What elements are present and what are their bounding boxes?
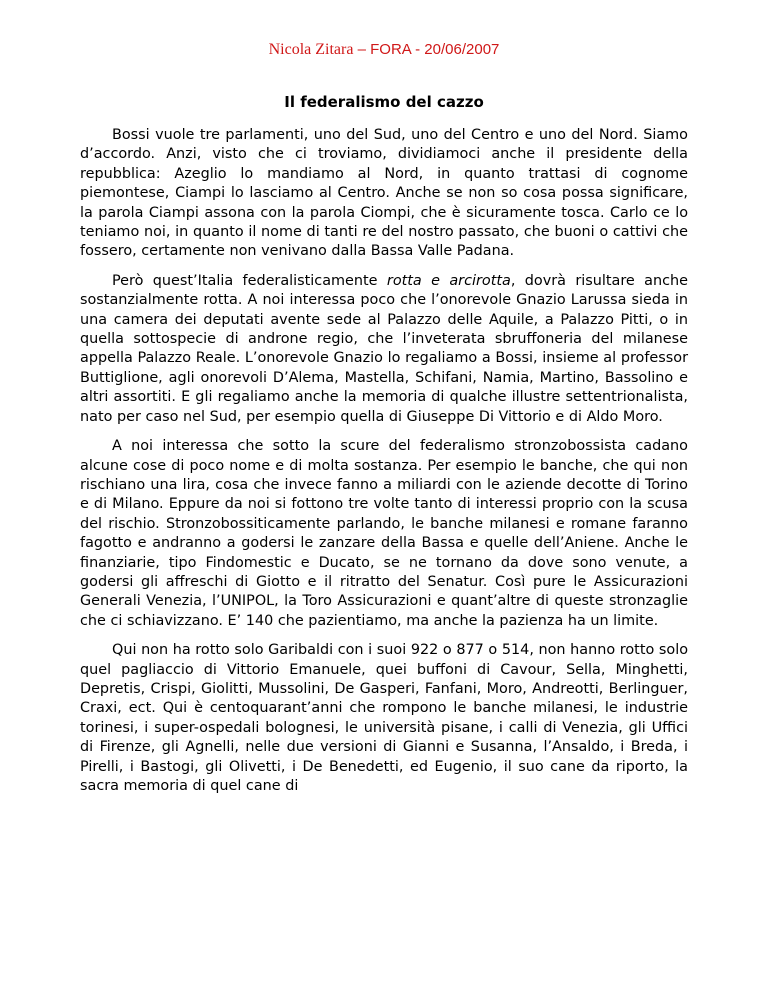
paragraph-2: [80, 272, 688, 427]
paragraph-1: Bossi vuole tre parlamenti, uno del Sud, uno del Centro e uno del Nord. Siamo d’accordo. Anzi, visto che ci troviamo, dividiamoci anche il presidente della repubblica: Azeglio lo mandiamo al Nord, in quanto trattasi di cognome piemontese, Ciampi lo lasciamo al Centro. Anche se non so cosa possa significare, la parola Ciampi assona con la parola Ciompi, che è sicuramente tosca. Carlo ce lo teniamo noi, in quanto il nome di tanti re del nostro passato, che buoni o cattivi che fossero, certamente non venivano dalla Bassa Valle Padana.: [80, 127, 688, 260]
page-header: [80, 40, 688, 60]
header-author: Nicola Zitara: [268, 41, 354, 58]
header-source-date: FORA - 20/06/2007: [370, 41, 500, 58]
header-separator: –: [353, 41, 371, 58]
article-body: [80, 126, 688, 806]
paragraph-2-text-b: , dovrà risultare anche sostanzialmente rotta. A noi interessa poco che l’onorevole Gnazio Larussa sieda in una camera dei deputati avente sede al Palazzo delle Aquile, a Palazzo Pitti, o in quella sottospecie di androne regio, che l’inveterata sbruffoneria del milanese appella Palazzo Reale. L’onorevole Gnazio lo regaliamo a Bossi, insieme al professor Buttiglione, agli onorevoli D’Alema, Mastella, Schifani, Namia, Martino, Bassolino e altri assortiti. E gli regaliamo anche la memoria di qualche illustre settentrionalista, nato per caso nel Sud, per esempio quella di Giuseppe Di Vittorio e di Aldo Moro.: [80, 272, 688, 425]
paragraph-2-italic: rotta e arcirotta: [386, 272, 511, 289]
paragraph-2-text-a: Però quest’Italia federalisticamente: [112, 272, 387, 289]
article-title: Il federalismo del cazzo: [284, 93, 484, 111]
paragraph-4: Qui non ha rotto solo Garibaldi con i suoi 922 o 877 o 514, non hanno rotto solo quel pagliaccio di Vittorio Emanuele, quei buffoni di Cavour, Sella, Minghetti, Depretis, Crispi, Giolitti, Mussolini, De Gasperi, Fanfani, Moro, Andreotti, Berlinguer, Craxi, ect. Qui è centoquarant’anni che rompono le banche milanesi, le industrie torinesi, i super-ospedali bolognesi, le università pisane, i calli di Venezia, gli Uffici di Firenze, gli Agnelli, nelle due versioni di Gianni e Susanna, l’Ansaldo, i Breda, i Pirelli, i Bastogi, gli Olivetti, i De Benedetti, ed Eugenio, il suo cane da riporto, la sacra memoria di quel cane di: [80, 642, 688, 794]
paragraph-3: A noi interessa che sotto la scure del federalismo stronzobossista cadano alcune cose di poco nome e di molta sostanza. Per esempio le banche, che qui non rischiano una lira, cosa che invece fanno a miliardi con le aziende decotte di Torino e di Milano. Eppure da noi si fottono tre volte tanto di interessi proprio con la scusa del rischio. Stronzobossiticamente parlando, le banche milanesi e romane faranno fagotto e andranno a godersi le zanzare della Bassa e quelle dell’Aniene. Anche le finanziarie, tipo Findomestic e Ducato, se ne tornano da dove sono venute, a godersi gli affreschi di Giotto e il ritratto del Senatur. Così pure le Assicurazioni Generali Venezia, l’UNIPOL, la Toro Assicurazioni e quant’altre di queste stronzaglie che ci schiavizzano. E’ 140 che pazientiamo, ma anche la pazienza ha un limite.: [80, 438, 688, 629]
